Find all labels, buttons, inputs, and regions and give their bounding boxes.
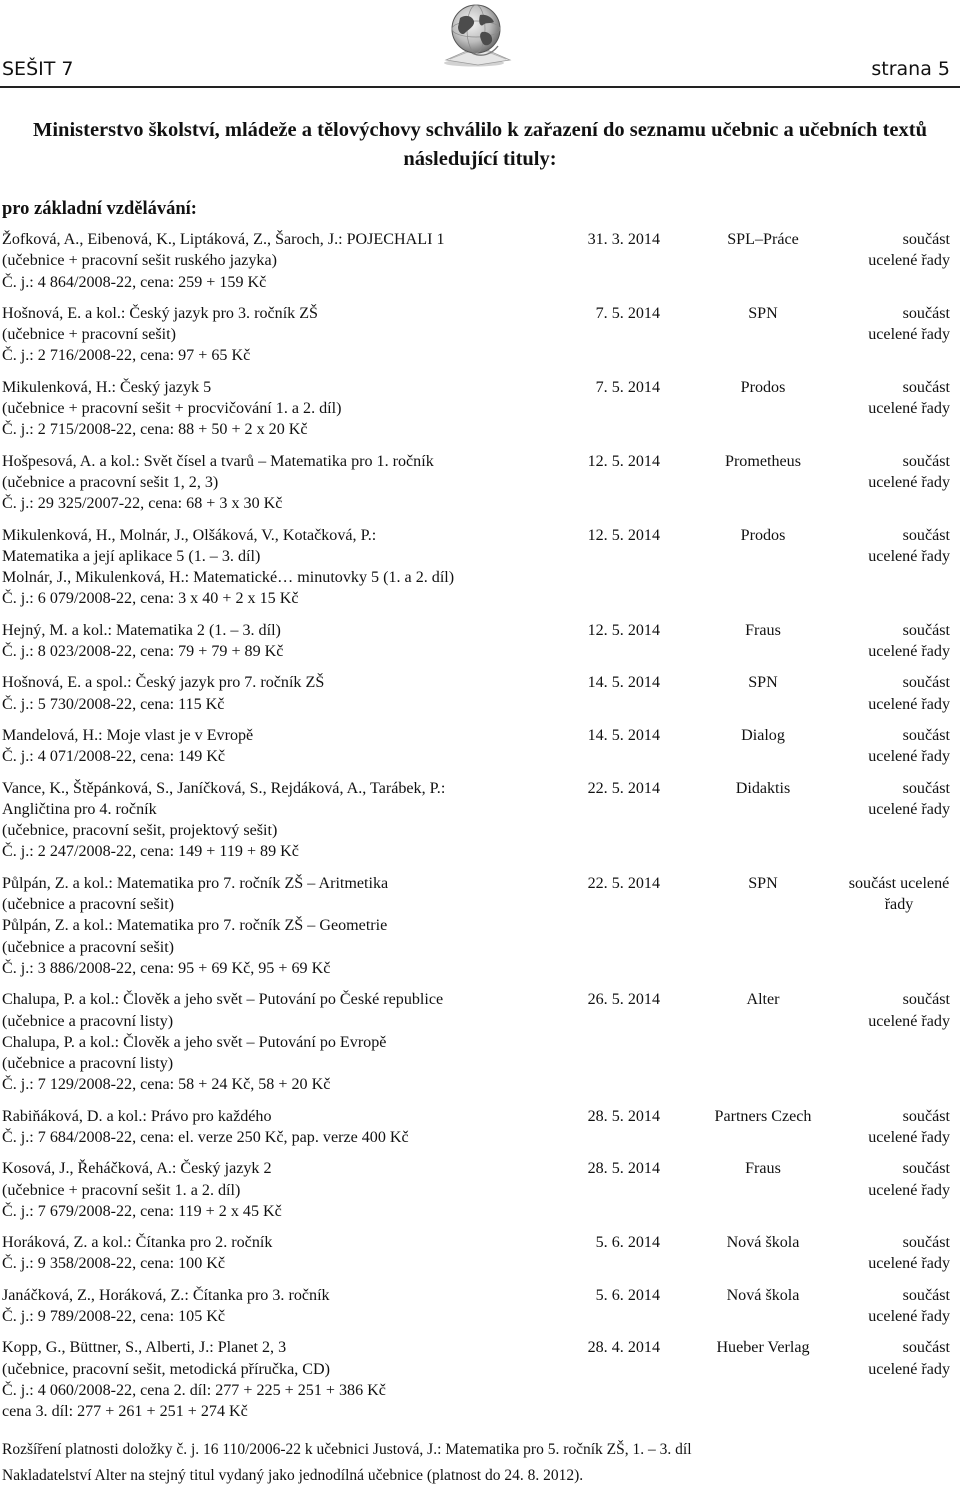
approval-date: 14. 5. 2014: [587, 726, 660, 744]
approval-date: 31. 3. 2014: [587, 231, 660, 248]
series-status: [854, 778, 950, 821]
approval-date: 28. 4. 2014: [587, 1339, 660, 1357]
entry-text-line: Kopp, G., Büttner, S., Alberti, J.: Planet 2, 3: [2, 1339, 287, 1357]
publisher-name: Hueber Verlag: [716, 1339, 810, 1357]
textbook-entry: [0, 873, 960, 979]
publisher-name: Alter: [746, 991, 780, 1009]
series-status: [854, 1285, 950, 1328]
entry-text-line: (učebnice, pracovní sešit, projektový sešit): [2, 822, 278, 840]
series-status: [854, 1337, 950, 1380]
series-status-line: ucelené řady: [868, 1128, 950, 1146]
series-status: [854, 1158, 950, 1201]
series-status-line: ucelené řady: [868, 252, 950, 270]
textbook-entry: [0, 725, 960, 768]
entry-text-line: Chalupa, P. a kol.: Člověk a jeho svět – Putování po České republice: [2, 991, 444, 1009]
approval-date: 14. 5. 2014: [587, 674, 660, 692]
textbook-entry: [0, 1106, 960, 1149]
entry-text-line: Hejný, M. a kol.: Matematika 2 (1. – 3. díl): [2, 621, 281, 639]
publisher-name: SPL–Práce: [727, 231, 799, 248]
series-status-line: ucelené řady: [868, 326, 950, 344]
entry-text-line: Hošpesová, A. a kol.: Svět čísel a tvarů – Matematika pro 1. ročník: [2, 452, 434, 470]
textbook-entry: [0, 1337, 960, 1422]
header-rule: [0, 86, 960, 88]
approval-date: 22. 5. 2014: [587, 779, 660, 797]
entry-text-line: Hošnová, E. a kol.: Český jazyk pro 3. ročník ZŠ: [2, 304, 319, 322]
series-status-line: ucelené řady: [868, 400, 950, 418]
textbook-entry: [0, 989, 960, 1095]
entry-text-line: Mandelová, H.: Moje vlast je v Evropě: [2, 726, 254, 744]
approval-date: 5. 6. 2014: [595, 1286, 660, 1304]
entry-text-line: Č. j.: 2 715/2008-22, cena: 88 + 50 + 2 x 20 Kč: [2, 421, 308, 439]
series-status-line: součást: [902, 1286, 950, 1304]
textbook-entry: [0, 451, 960, 515]
series-status: [854, 303, 950, 346]
publisher-name: SPN: [748, 304, 778, 322]
publisher-name: SPN: [748, 674, 778, 692]
entry-text-line: Č. j.: 9 358/2008-22, cena: 100 Kč: [2, 1255, 226, 1273]
entry-text-line: Molnár, J., Mikulenková, H.: Matematické… minutovky 5 (1. a 2. díl): [2, 569, 455, 587]
series-status-line: součást: [902, 1339, 950, 1357]
series-status-line: součást: [902, 378, 950, 396]
series-status-line: ucelené řady: [868, 1012, 950, 1030]
entry-text-line: Angličtina pro 4. ročník: [2, 800, 157, 818]
entry-text-line: Půlpán, Z. a kol.: Matematika pro 7. ročník ZŠ – Aritmetika: [2, 874, 389, 892]
series-status: [854, 377, 950, 420]
section-heading: pro základní vzdělávání:: [2, 199, 197, 219]
series-status-line: ucelené řady: [868, 547, 950, 565]
series-status-line: ucelené řady: [868, 800, 950, 818]
entry-text-line: Č. j.: 9 789/2008-22, cena: 105 Kč: [2, 1308, 226, 1326]
publisher-name: SPN: [748, 874, 778, 892]
publisher-name: Prometheus: [725, 452, 801, 470]
series-status-line: součást: [902, 621, 950, 639]
entry-text-line: (učebnice + pracovní sešit 1. a 2. díl): [2, 1181, 241, 1199]
textbook-entry: [0, 377, 960, 441]
entry-text-line: Č. j.: 6 079/2008-22, cena: 3 x 40 + 2 x 15 Kč: [2, 590, 299, 608]
entry-text-line: Hošnová, E. a spol.: Český jazyk pro 7. ročník ZŠ: [2, 674, 325, 692]
entry-text-line: Janáčková, Z., Horáková, Z.: Čítanka pro 3. ročník: [2, 1286, 330, 1304]
series-status: [854, 451, 950, 494]
entry-text-line: (učebnice a pracovní sešit): [2, 938, 175, 956]
publisher-name: Partners Czech: [714, 1107, 812, 1125]
series-status-line: ucelené řady: [868, 1255, 950, 1273]
header-issue-label: SEŠIT 7: [2, 58, 74, 80]
publisher-name: Fraus: [745, 1160, 781, 1178]
entry-text-line: (učebnice, pracovní sešit, metodická příručka, CD): [2, 1360, 331, 1378]
approval-date: 12. 5. 2014: [587, 621, 660, 639]
entry-text-line: (učebnice a pracovní sešit): [2, 896, 175, 914]
entry-text-line: Matematika a její aplikace 5 (1. – 3. díl): [2, 547, 261, 565]
publisher-name: Prodos: [740, 526, 786, 544]
series-status-line: ucelené řady: [868, 748, 950, 766]
publisher-name: Prodos: [740, 378, 786, 396]
series-status-line: ucelené řady: [868, 1181, 950, 1199]
entry-text-line: Č. j.: 4 060/2008-22, cena 2. díl: 277 + 225 + 251 + 386 Kč: [2, 1381, 386, 1399]
entry-text-line: Č. j.: 4 864/2008-22, cena: 259 + 159 Kč: [2, 273, 267, 291]
publisher-name: Fraus: [745, 621, 781, 639]
textbook-entry: [0, 778, 960, 863]
entry-text-line: (učebnice a pracovní listy): [2, 1055, 174, 1073]
entry-text-line: Č. j.: 2 247/2008-22, cena: 149 + 119 + 89 Kč: [2, 843, 299, 861]
approval-date: 7. 5. 2014: [595, 304, 660, 322]
series-status-line: součást: [902, 1160, 950, 1178]
entry-text-line: Mikulenková, H.: Český jazyk 5: [2, 378, 212, 396]
header-page-number: strana 5: [871, 58, 950, 80]
entry-text-line: (učebnice + pracovní sešit ruského jazyka): [2, 252, 277, 270]
approval-date: 12. 5. 2014: [587, 452, 660, 470]
approval-date: 28. 5. 2014: [587, 1160, 660, 1178]
approval-date: 22. 5. 2014: [587, 874, 660, 892]
publisher-name: Nová škola: [726, 1234, 800, 1252]
globe-logo-icon: [428, 2, 522, 68]
series-status: [840, 873, 958, 916]
series-status-line: součást: [902, 452, 950, 470]
publisher-name: Nová škola: [726, 1286, 800, 1304]
entry-text-line: Žofková, A., Eibenová, K., Liptáková, Z., Šaroch, J.: POJECHALI 1: [2, 231, 445, 248]
series-status: [854, 1232, 950, 1275]
entry-text-line: Č. j.: 5 730/2008-22, cena: 115 Kč: [2, 695, 225, 713]
entry-text-line: Č. j.: 7 684/2008-22, cena: el. verze 250 Kč, pap. verze 400 Kč: [2, 1128, 409, 1146]
textbook-entry: [0, 620, 960, 663]
entry-text-line: Kosová, J., Řeháčková, A.: Český jazyk 2: [2, 1160, 272, 1178]
textbook-entry: [0, 229, 960, 293]
series-status-line: součást: [902, 779, 950, 797]
footer-note-1: Rozšíření platnosti doložky č. j. 16 110/2006-22 k učebnici Justová, J.: Matematika pro 5. ročník ZŠ, 1. – 3. díl: [2, 1441, 692, 1458]
series-status-line: ucelené řady: [868, 1308, 950, 1326]
entry-text-line: (učebnice a pracovní sešit 1, 2, 3): [2, 473, 219, 491]
publisher-name: Didaktis: [735, 779, 791, 797]
entry-text-line: (učebnice a pracovní listy): [2, 1012, 174, 1030]
series-status-line: součást ucelené: [848, 874, 950, 892]
approval-date: 12. 5. 2014: [587, 526, 660, 544]
entry-text-line: Č. j.: 2 716/2008-22, cena: 97 + 65 Kč: [2, 347, 251, 365]
entry-text-line: cena 3. díl: 277 + 261 + 251 + 274 Kč: [2, 1403, 248, 1421]
series-status-line: součást: [902, 231, 950, 248]
approval-date: 26. 5. 2014: [587, 991, 660, 1009]
series-status-line: součást: [902, 304, 950, 322]
series-status: [854, 229, 950, 272]
series-status: [854, 672, 950, 715]
series-status: [854, 989, 950, 1032]
series-status-line: součást: [902, 1107, 950, 1125]
series-status-line: součást: [902, 674, 950, 692]
entry-text-line: Č. j.: 4 071/2008-22, cena: 149 Kč: [2, 748, 226, 766]
series-status: [854, 620, 950, 663]
textbook-entry: [0, 1232, 960, 1275]
series-status-line: ucelené řady: [868, 695, 950, 713]
series-status: [854, 725, 950, 768]
footer-note-2: Nakladatelství Alter na stejný titul vydaný jako jednodílná učebnice (platnost do 24. 8. 2012).: [2, 1467, 584, 1484]
series-status-line: součást: [902, 1234, 950, 1252]
entry-text-line: Vance, K., Štěpánková, S., Janíčková, S., Rejdáková, A., Tarábek, P.:: [2, 779, 446, 797]
series-status-line: součást: [902, 991, 950, 1009]
entry-text-line: Č. j.: 7 129/2008-22, cena: 58 + 24 Kč, 58 + 20 Kč: [2, 1076, 331, 1094]
approval-date: 28. 5. 2014: [587, 1107, 660, 1125]
series-status-line: součást: [902, 726, 950, 744]
entry-text-line: Půlpán, Z. a kol.: Matematika pro 7. ročník ZŠ – Geometrie: [2, 917, 388, 935]
textbook-entry: [0, 303, 960, 367]
entry-text-line: Č. j.: 3 886/2008-22, cena: 95 + 69 Kč, 95 + 69 Kč: [2, 959, 331, 977]
textbook-entry: [0, 525, 960, 610]
series-status-line: ucelené řady: [868, 473, 950, 491]
entry-text-line: Č. j.: 8 023/2008-22, cena: 79 + 79 + 89 Kč: [2, 643, 284, 661]
series-status: [854, 1106, 950, 1149]
entry-text-line: Mikulenková, H., Molnár, J., Olšáková, V., Kotačková, P.:: [2, 526, 377, 544]
page-title: Ministerstvo školství, mládeže a tělovýchovy schválilo k zařazení do seznamu učebnic a učebních textů následující tituly:: [33, 119, 927, 170]
textbook-entry: [0, 672, 960, 715]
series-status-line: řady: [884, 896, 914, 914]
entry-text-line: Horáková, Z. a kol.: Čítanka pro 2. ročník: [2, 1234, 273, 1252]
entry-text-line: Rabiňáková, D. a kol.: Právo pro každého: [2, 1107, 272, 1125]
approval-date: 7. 5. 2014: [595, 378, 660, 396]
approval-date: 5. 6. 2014: [595, 1234, 660, 1252]
series-status-line: ucelené řady: [868, 1360, 950, 1378]
textbook-entry: [0, 1158, 960, 1222]
entry-text-line: (učebnice + pracovní sešit + procvičování 1. a 2. díl): [2, 400, 342, 418]
entry-text-line: Chalupa, P. a kol.: Člověk a jeho svět – Putování po Evropě: [2, 1033, 387, 1051]
publisher-name: Dialog: [741, 726, 785, 744]
series-status-line: ucelené řady: [868, 643, 950, 661]
series-status-line: součást: [902, 526, 950, 544]
entry-text-line: Č. j.: 29 325/2007-22, cena: 68 + 3 x 30 Kč: [2, 495, 283, 513]
series-status: [854, 525, 950, 568]
textbook-list: [0, 229, 960, 1423]
entry-text-line: (učebnice + pracovní sešit): [2, 326, 176, 344]
entry-text-line: Č. j.: 7 679/2008-22, cena: 119 + 2 x 45 Kč: [2, 1202, 282, 1220]
textbook-entry: [0, 1285, 960, 1328]
